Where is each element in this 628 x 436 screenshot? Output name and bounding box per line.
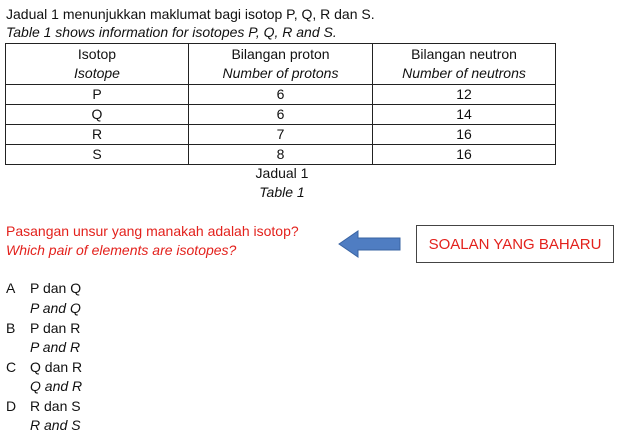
question-english: Which pair of elements are isotopes? [6,242,237,258]
header-isotope-malay: Isotop [77,46,117,62]
cell-protons: 8 [189,145,373,165]
header-neutrons-malay: Bilangan neutron [411,46,517,62]
new-question-callout [416,225,614,263]
intro-malay: Jadual 1 menunjukkan maklumat bagi isotop P, Q, R dan S. [6,6,375,22]
option-malay: R dan S [30,398,81,414]
header-protons-malay: Bilangan proton [231,46,330,62]
option-english: R and S [30,417,81,433]
option-english: P and R [30,339,81,355]
header-neutrons [373,44,556,85]
table-row [6,105,556,125]
cell-neutrons: 14 [373,105,556,125]
table-caption-malay: Jadual 1 [255,165,309,181]
option-english: Q and R [30,378,83,394]
cell-isotope: Q [6,105,189,125]
option-letter: C [6,359,17,375]
header-protons-english: Number of protons [222,65,339,81]
cell-neutrons: 16 [373,125,556,145]
new-question-label: SOALAN YANG BAHARU [428,235,602,253]
header-isotope [6,44,189,85]
option-letter: A [6,280,16,296]
table-caption-english: Table 1 [259,184,305,200]
table-header-row [6,44,556,85]
option-malay: P dan R [30,320,81,336]
cell-protons: 6 [189,105,373,125]
question-malay: Pasangan unsur yang manakah adalah isotop? [6,223,299,239]
cell-isotope: P [6,85,189,105]
header-protons [189,44,373,85]
cell-isotope: R [6,125,189,145]
table-row [6,145,556,165]
option-english: P and Q [30,300,81,316]
header-isotope-english: Isotope [74,65,120,81]
cell-neutrons: 16 [373,145,556,165]
option-malay: Q dan R [30,359,83,375]
header-neutrons-english: Number of neutrons [402,65,526,81]
table-row [6,85,556,105]
option-malay: P dan Q [30,280,82,296]
table-row [6,125,556,145]
option-letter: D [6,398,17,414]
intro-english: Table 1 shows information for isotopes P, Q, R and S. [6,24,337,40]
cell-protons: 7 [189,125,373,145]
option-letter: B [6,320,16,336]
cell-protons: 6 [189,85,373,105]
cell-neutrons: 12 [373,85,556,105]
isotope-table [5,43,556,165]
cell-isotope: S [6,145,189,165]
left-arrow-icon [338,230,402,258]
